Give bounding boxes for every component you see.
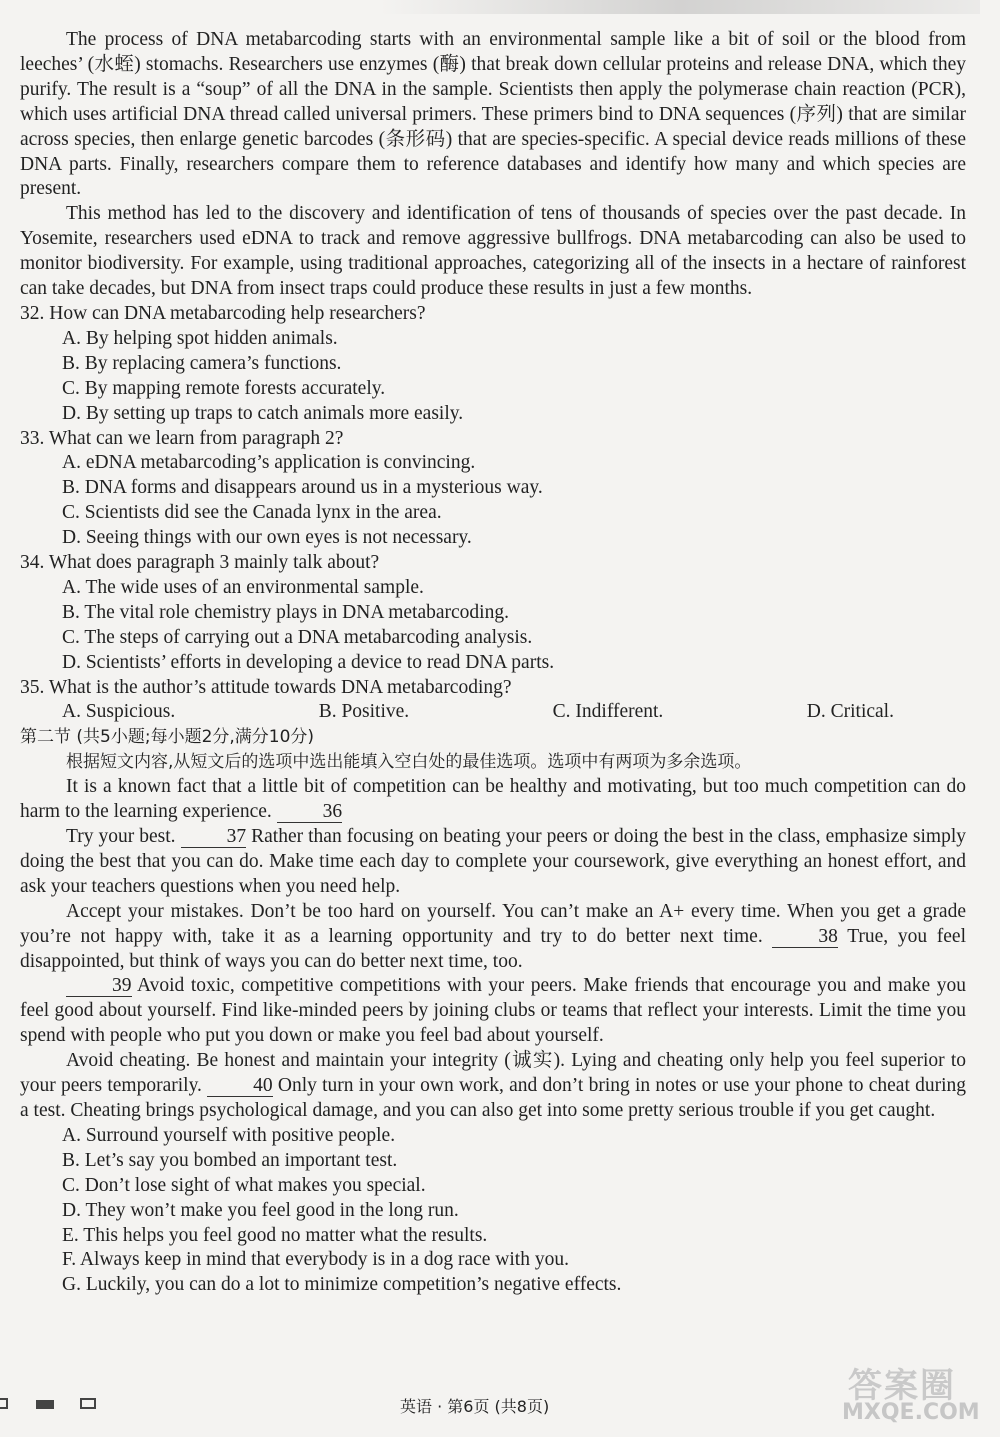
option-b: B. Positive. — [318, 701, 410, 723]
option-b: B. By replacing camera’s functions. — [62, 352, 342, 374]
blank-40: 40 — [207, 1076, 273, 1097]
cloze-text: Avoid toxic, competitive competitions with your peers. Make friends that encourage you and make you feel good about yourself. Find like-minded peers by joining clubs or teams that reflect your interests. Limit the time you spend with people who put you down or make you feel bad about yourself. — [20, 975, 966, 1047]
filled-rectangle-icon — [36, 1400, 54, 1409]
option-c: C. By mapping remote forests accurately. — [62, 377, 386, 399]
cloze-paragraph-5 — [20, 1049, 966, 1124]
page-number: 英语 · 第6页 (共8页) — [400, 1397, 550, 1416]
cloze-text: Rather than focusing on beating your peers or doing the best in the class, emphasize simply doing the best that you can do. Make time each day to complete your coursework, give everything an honest effort, and ask your teachers questions when you need help. — [20, 826, 967, 897]
empty-rectangle-icon — [80, 1398, 96, 1409]
question-stem: 34. What does paragraph 3 mainly talk about? — [20, 552, 380, 574]
blank-36: 36 — [277, 802, 343, 823]
scan-edge-shadow — [380, 0, 980, 14]
question-33 — [20, 427, 966, 552]
passage-paragraph-1: The process of DNA metabarcoding starts with an environmental sample like a bit of soil or the blood from leeches’ (水蛭) stomachs. Researchers use enzymes (酶) that break down cellular proteins and release DNA, which they purify. The result is a “soup” of all the DNA in the sample. Scientists then apply the polymerase chain reaction (PCR), which uses artificial DNA thread called universal primers. These primers bind to DNA sequences (序列) that are similar across species, then enlarge genetic barcodes (条形码) that are species-specific. A special device reads millions of these DNA parts. Finally, researchers compare them to reference databases and identify how many and which species are present. — [20, 29, 966, 200]
blank-37: 37 — [181, 827, 247, 848]
option-row — [20, 700, 966, 725]
choice-g: G. Luckily, you can do a lot to minimize competition’s negative effects. — [62, 1274, 622, 1296]
watermark-url: MXQE.COM — [842, 1400, 980, 1425]
choice-e: E. This helps you feel good no matter what the results. — [62, 1224, 488, 1246]
exam-page — [20, 28, 966, 1298]
cloze-text: Accept your mistakes. Don’t be too hard on yourself. You can’t make an A+ every time. When you get a grade you’re not happy with, take it as a learning opportunity and try to do better next time. — [20, 900, 966, 947]
cloze-text: True, you feel disappointed, but think of ways you can do better next time, too. — [20, 925, 966, 972]
option-d: D. By setting up traps to catch animals more easily. — [62, 402, 464, 424]
question-32 — [20, 302, 966, 427]
site-watermark — [838, 1358, 998, 1430]
option-b: B. The vital role chemistry plays in DNA metabarcoding. — [62, 601, 509, 623]
question-stem: 32. How can DNA metabarcoding help researchers? — [20, 302, 426, 324]
choice-c: C. Don’t lose sight of what makes you special. — [62, 1174, 426, 1196]
bracket-mark-icon — [0, 1398, 8, 1409]
option-c: C. Scientists did see the Canada lynx in the area. — [62, 502, 442, 524]
option-c: C. The steps of carrying out a DNA metabarcoding analysis. — [62, 626, 533, 648]
question-stem: 33. What can we learn from paragraph 2? — [20, 427, 344, 449]
blank-38: 38 — [772, 927, 838, 948]
choice-a: A. Surround yourself with positive people. — [62, 1124, 396, 1146]
cloze-text: Try your best. — [66, 826, 176, 847]
option-a: A. The wide uses of an environmental sample. — [62, 576, 424, 598]
choice-b: B. Let’s say you bombed an important test. — [62, 1149, 398, 1171]
choice-d: D. They won’t make you feel good in the long run. — [62, 1199, 459, 1221]
option-a: A. By helping spot hidden animals. — [62, 327, 338, 349]
cloze-text: Avoid cheating. Be honest and maintain your integrity (诚实). Lying and cheating only help you feel superior to your peers temporarily. — [20, 1050, 966, 1097]
cloze-text: Only turn in your own work, and don’t bring in notes or use your phone to cheat during a test. Cheating brings psychological damage, and you can also get into some pretty serious trouble if you get caught. — [20, 1075, 966, 1121]
cloze-paragraph-3 — [20, 900, 966, 975]
cloze-paragraph-1 — [20, 775, 966, 825]
passage-paragraph-2: This method has led to the discovery and identification of tens of thousands of species over the past decade. In Yosemite, researchers used eDNA to track and remove aggressive bullfrogs. DNA metabarcoding can also be used to monitor biodiversity. For example, using traditional approaches, categorizing all of the insects in a hectare of rainforest can take decades, but DNA from insect traps could produce these results in just a few months. — [20, 203, 966, 300]
cloze-paragraph-2 — [20, 825, 966, 900]
cloze-paragraph-4 — [20, 974, 966, 1049]
option-c: C. Indifferent. — [552, 701, 664, 723]
question-35 — [20, 676, 966, 726]
cloze-text: It is a known fact that a little bit of competition can be healthy and motivating, but too much competition can do harm to the learning experience. — [20, 776, 966, 823]
section-instruction: 根据短文内容,从短文后的选项中选出能填入空白处的最佳选项。选项中有两项为多余选项。 — [66, 752, 752, 773]
option-b: B. DNA forms and disappears around us in a mysterious way. — [62, 477, 543, 499]
blank-39: 39 — [66, 976, 132, 997]
option-d: D. Seeing things with our own eyes is not necessary. — [62, 527, 472, 549]
question-34 — [20, 551, 966, 676]
option-a: A. Suspicious. — [62, 701, 176, 723]
option-d: D. Scientists’ efforts in developing a device to read DNA parts. — [62, 651, 555, 673]
option-a: A. eDNA metabarcoding’s application is convincing. — [62, 452, 476, 474]
watermark-logo: 答案圈 — [848, 1366, 956, 1406]
choice-f: F. Always keep in mind that everybody is in a dog race with you. — [62, 1249, 569, 1271]
section-heading: 第二节 (共5小题;每小题2分,满分10分) — [20, 727, 315, 748]
choice-list — [20, 1124, 966, 1298]
question-stem: 35. What is the author’s attitude towards DNA metabarcoding? — [20, 676, 512, 698]
option-d: D. Critical. — [806, 701, 894, 723]
